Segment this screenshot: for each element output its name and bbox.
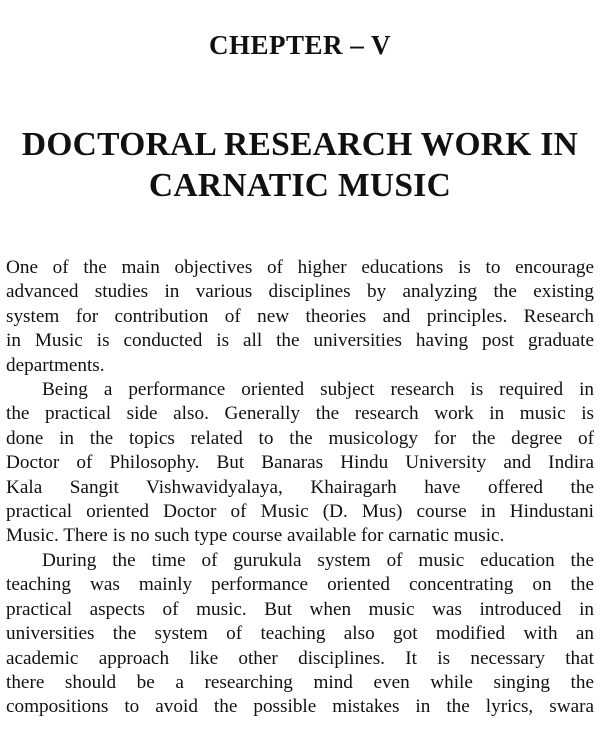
text-line: Doctor of Philosophy. But Banaras Hindu University and Indira bbox=[6, 452, 594, 474]
text-line: universities the system of teaching also got modified with an bbox=[6, 623, 594, 645]
text-line: practical oriented Doctor of Music (D. Mus) course in Hindustani bbox=[6, 501, 594, 523]
text-line: Kala Sangit Vishwavidyalaya, Khairagarh have offered the bbox=[6, 476, 594, 498]
text-line: advanced studies in various disciplines by analyzing the existing bbox=[6, 281, 594, 303]
text-line: Music. There is no such type course available for carnatic music. bbox=[6, 525, 505, 547]
text-line: teaching was mainly performance oriented concentrating on the bbox=[6, 574, 594, 596]
body-text bbox=[6, 256, 594, 720]
paragraph-1 bbox=[6, 256, 594, 378]
text-line: in Music is conducted is all the universities having post graduate bbox=[6, 330, 594, 352]
text-line: One of the main objectives of higher educations is to encourage bbox=[6, 257, 594, 278]
text-line: compositions to avoid the possible mistakes in the lyrics, swara bbox=[6, 696, 594, 718]
text-line: the practical side also. Generally the research work in music is bbox=[6, 403, 594, 425]
paragraph-2 bbox=[6, 378, 594, 549]
text-line: done in the topics related to the musicology for the degree of bbox=[6, 427, 594, 449]
text-line: academic approach like other disciplines. It is necessary that bbox=[6, 647, 594, 669]
chapter-label: CHEPTER – V bbox=[208, 30, 392, 60]
text-line: there should be a researching mind even while singing the bbox=[6, 671, 594, 693]
chapter-title bbox=[0, 124, 600, 206]
text-line: departments. bbox=[6, 354, 105, 376]
chapter-title-line: CARNATIC MUSIC bbox=[148, 167, 452, 204]
text-line: practical aspects of music. But when music was introduced in bbox=[6, 598, 594, 620]
text-line: system for contribution of new theories and principles. Research bbox=[6, 305, 594, 327]
paragraph-3 bbox=[6, 549, 594, 720]
text-line: During the time of gurukula system of music education the bbox=[42, 549, 594, 571]
text-line: Being a performance oriented subject research is required in bbox=[42, 379, 594, 401]
chapter-title-line: DOCTORAL RESEARCH WORK IN bbox=[21, 126, 579, 163]
